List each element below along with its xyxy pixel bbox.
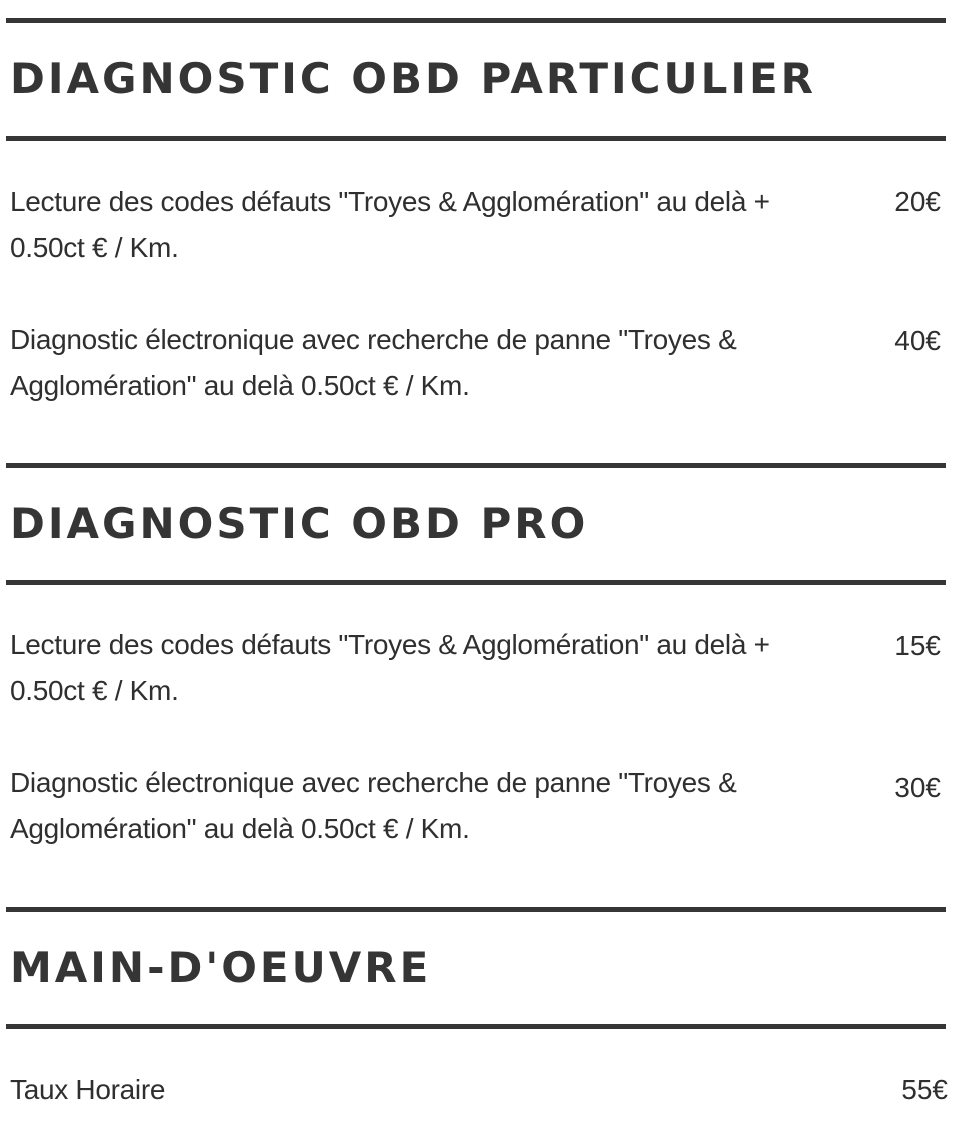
service-description: Diagnostic électronique avec recherche de panne "Troyes & Agglomération" au delà 0.50ct € / Km. (10, 767, 737, 844)
section-title: DIAGNOSTIC OBD PARTICULIER (10, 54, 817, 103)
service-price: 30€ (894, 772, 941, 803)
section-title: MAIN-D'OEUVRE (10, 943, 432, 992)
section-title-divider (6, 136, 946, 141)
service-price: 40€ (894, 325, 941, 356)
service-description: Taux Horaire (10, 1074, 166, 1105)
section-title-divider (6, 580, 946, 585)
section-top-divider (6, 18, 946, 23)
service-description: Diagnostic électronique avec recherche de panne "Troyes & Agglomération" au delà 0.50ct € / Km. (10, 324, 737, 401)
service-price: 20€ (894, 186, 941, 217)
service-price: 15€ (894, 630, 941, 661)
section-top-divider (6, 463, 946, 468)
section-top-divider (6, 907, 946, 912)
section-title: DIAGNOSTIC OBD PRO (10, 499, 589, 548)
section-title-divider (6, 1024, 946, 1029)
service-description: Lecture des codes défauts "Troyes & Agglomération" au delà + 0.50ct € / Km. (10, 186, 770, 263)
service-description: Lecture des codes défauts "Troyes & Agglomération" au delà + 0.50ct € / Km. (10, 629, 770, 706)
service-price: 55€ (901, 1074, 948, 1105)
